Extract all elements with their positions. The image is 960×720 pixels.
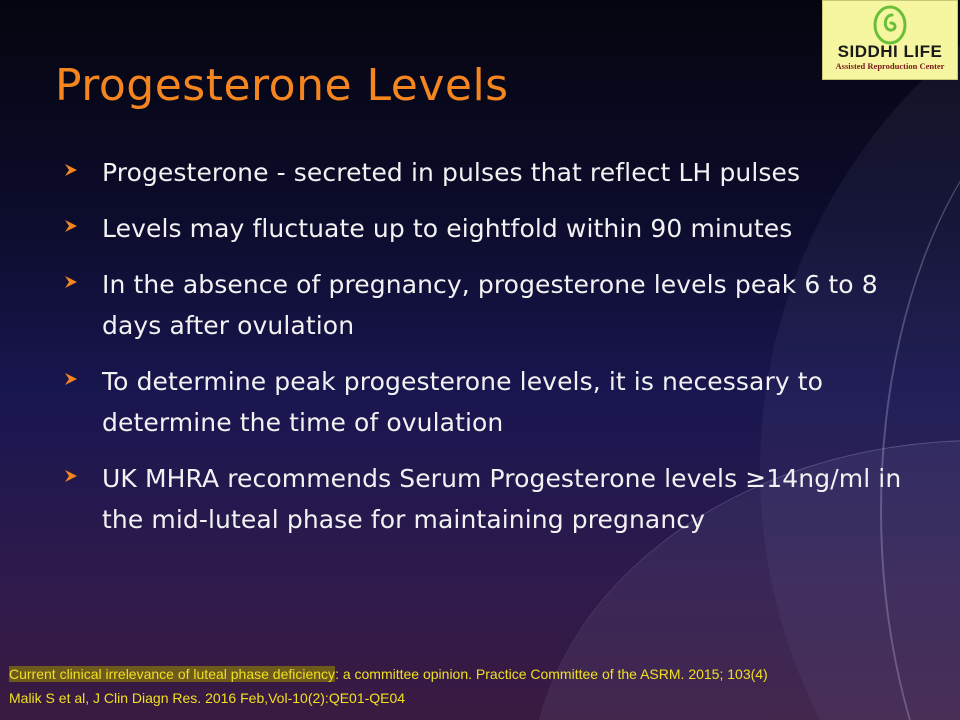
bullet-item — [62, 264, 922, 346]
bullet-item — [62, 152, 922, 193]
reference-1-rest: : a committee opinion. Practice Committee of the ASRM. 2015; 103(4) — [335, 666, 768, 682]
arrow-bullet-icon — [64, 275, 78, 289]
logo-name: SIDDHI LIFE — [837, 42, 943, 61]
bullet-text: In the absence of pregnancy, progesterone levels peak 6 to 8 days after ovulation — [102, 270, 878, 340]
reference-1 — [9, 662, 768, 686]
siddhi-life-logo — [822, 0, 958, 80]
bullet-text: Levels may fluctuate up to eightfold within 90 minutes — [102, 214, 793, 243]
reference-2: Malik S et al, J Clin Diagn Res. 2016 Feb,Vol-10(2):QE01-QE04 — [9, 690, 406, 706]
bullet-text: UK MHRA recommends Serum Progesterone levels ≥14ng/ml in the mid-luteal phase for maintaining pregnancy — [102, 464, 902, 534]
arrow-bullet-icon — [64, 219, 78, 233]
embryo-logo-icon — [868, 5, 912, 45]
bullet-item — [62, 458, 922, 540]
bullet-text: Progesterone - secreted in pulses that reflect LH pulses — [102, 158, 801, 187]
references — [9, 662, 768, 710]
bullet-item — [62, 361, 922, 443]
arrow-bullet-icon — [64, 163, 78, 177]
bullet-list — [62, 152, 922, 555]
arrow-bullet-icon — [64, 372, 78, 386]
bullet-text: To determine peak progesterone levels, it is necessary to determine the time of ovulation — [102, 367, 824, 437]
logo-tagline: Assisted Reproduction Center — [835, 61, 945, 71]
arrow-bullet-icon — [64, 469, 78, 483]
slide-title: Progesterone Levels — [55, 60, 509, 111]
reference-1-highlight: Current clinical irrelevance of luteal phase deficiency — [9, 666, 336, 682]
bullet-item — [62, 208, 922, 249]
